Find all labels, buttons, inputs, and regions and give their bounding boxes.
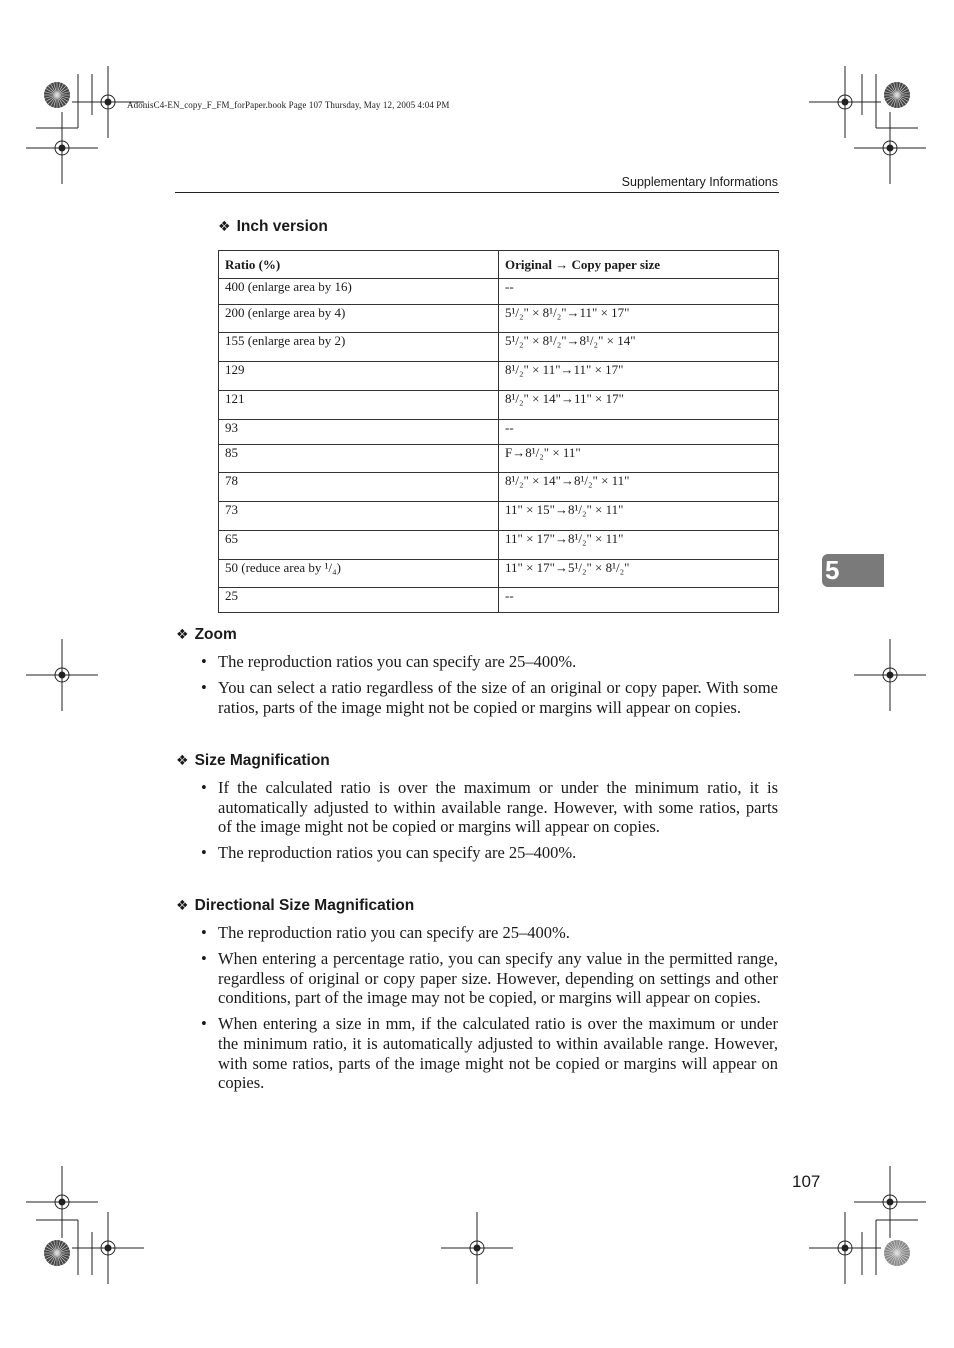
- paper-size-cell: 8¹/₂" × 14"→11" × 17": [499, 391, 779, 420]
- ratio-cell: 85: [219, 445, 499, 473]
- table-row: [219, 279, 779, 305]
- registration-target-icon: [854, 1166, 926, 1238]
- table-row: [219, 305, 779, 333]
- registration-target-icon: [26, 112, 98, 184]
- table-row: [219, 420, 779, 445]
- section-title: Inch version: [236, 218, 328, 235]
- registration-target-icon: [26, 639, 98, 711]
- table-row: [219, 362, 779, 391]
- table-header-row: [219, 251, 779, 279]
- ratio-cell: 25: [219, 588, 499, 613]
- registration-target-icon: [72, 1212, 144, 1284]
- table-header-cell: Ratio (%): [219, 251, 499, 279]
- paper-size-cell: 5¹/₂" × 8¹/₂"→8¹/₂" × 14": [499, 333, 779, 362]
- section-title: Size Magnification: [194, 752, 330, 769]
- paper-size-cell: --: [499, 420, 779, 445]
- zoom-bullet-list: [198, 652, 778, 724]
- paper-size-cell: 11" × 17"→8¹/₂" × 11": [499, 531, 779, 560]
- paper-size-cell: --: [499, 588, 779, 613]
- ratio-cell: 73: [219, 502, 499, 531]
- header-rule: [175, 192, 779, 193]
- section-heading-size-magnification: [176, 752, 330, 770]
- slug-line: AdonisC4-EN_copy_F_FM_forPaper.book Page 107 Thursday, May 12, 2005 4:04 PM: [127, 100, 450, 110]
- list-item: • The reproduction ratios you can specify are 25–400%.: [198, 652, 778, 672]
- ratio-cell: 200 (enlarge area by 4): [219, 305, 499, 333]
- ratio-cell: 78: [219, 473, 499, 502]
- section-heading-directional-size-magnification: [176, 897, 414, 915]
- color-wheel-icon: [884, 82, 910, 108]
- ratio-cell: 155 (enlarge area by 2): [219, 333, 499, 362]
- table-row: [219, 391, 779, 420]
- chapter-tab: 5: [822, 554, 884, 587]
- table-row: [219, 502, 779, 531]
- section-heading-zoom: [176, 626, 237, 644]
- color-wheel-icon: [44, 82, 70, 108]
- paper-size-cell: 8¹/₂" × 14"→8¹/₂" × 11": [499, 473, 779, 502]
- ratio-table-body: [219, 251, 779, 613]
- table-row: [219, 445, 779, 473]
- section-title: Zoom: [194, 626, 237, 643]
- color-wheel-icon: [44, 1240, 70, 1266]
- paper-size-cell: F→8¹/₂" × 11": [499, 445, 779, 473]
- table-row: [219, 333, 779, 362]
- page-number: 107: [792, 1172, 821, 1191]
- ratio-cell: 129: [219, 362, 499, 391]
- paper-size-cell: --: [499, 279, 779, 305]
- registration-target-icon: [809, 66, 881, 138]
- ratio-table: [218, 250, 779, 613]
- table-row: [219, 473, 779, 502]
- directional-bullet-list: [198, 923, 778, 1099]
- table-row: [219, 588, 779, 613]
- list-item: • The reproduction ratio you can specify are 25–400%.: [198, 923, 778, 943]
- ratio-cell: 121: [219, 391, 499, 420]
- ratio-cell: 50 (reduce area by ¹/₄): [219, 560, 499, 588]
- list-item: • If the calculated ratio is over the maximum or under the minimum ratio, it is automatically adjusted to within available range. However, with some ratios, parts of the image might not be copied or margins will appear on copies.: [198, 778, 778, 837]
- table-header-cell: Original → Copy paper size: [499, 251, 779, 279]
- registration-target-icon: [441, 1212, 513, 1284]
- diamond-bullet-icon: ❖: [176, 897, 189, 913]
- section-heading-inch-version: [218, 218, 328, 236]
- diamond-bullet-icon: ❖: [176, 752, 189, 768]
- diamond-bullet-icon: ❖: [218, 218, 231, 234]
- registration-target-icon: [26, 1166, 98, 1238]
- ratio-cell: 65: [219, 531, 499, 560]
- registration-target-icon: [854, 112, 926, 184]
- table-row: [219, 560, 779, 588]
- list-item: • When entering a size in mm, if the calculated ratio is over the maximum or under the minimum ratio, it is automatically adjusted to within available range. However, with some ratios, parts of the image might not be copied or margins will appear on copies.: [198, 1014, 778, 1092]
- diamond-bullet-icon: ❖: [176, 626, 189, 642]
- paper-size-cell: 11" × 17"→5¹/₂" × 8¹/₂": [499, 560, 779, 588]
- size-magnification-bullet-list: [198, 778, 778, 869]
- registration-target-icon: [854, 639, 926, 711]
- section-title: Directional Size Magnification: [194, 897, 415, 914]
- list-item: • When entering a percentage ratio, you can specify any value in the permitted range, regardless of original or copy paper size. However, depending on settings and other conditions, part of the image may not be copied, or margins will appear on copies.: [198, 949, 778, 1008]
- ratio-cell: 93: [219, 420, 499, 445]
- ratio-cell: 400 (enlarge area by 16): [219, 279, 499, 305]
- table-row: [219, 531, 779, 560]
- paper-size-cell: 5¹/₂" × 8¹/₂"→11" × 17": [499, 305, 779, 333]
- running-head: Supplementary Informations: [621, 175, 778, 189]
- color-wheel-icon: [884, 1240, 910, 1266]
- list-item: • The reproduction ratios you can specify are 25–400%.: [198, 843, 778, 863]
- paper-size-cell: 8¹/₂" × 11"→11" × 17": [499, 362, 779, 391]
- list-item: • You can select a ratio regardless of the size of an original or copy paper. With some ratios, parts of the image might not be copied or margins will appear on copies.: [198, 678, 778, 717]
- registration-target-icon: [809, 1212, 881, 1284]
- paper-size-cell: 11" × 15"→8¹/₂" × 11": [499, 502, 779, 531]
